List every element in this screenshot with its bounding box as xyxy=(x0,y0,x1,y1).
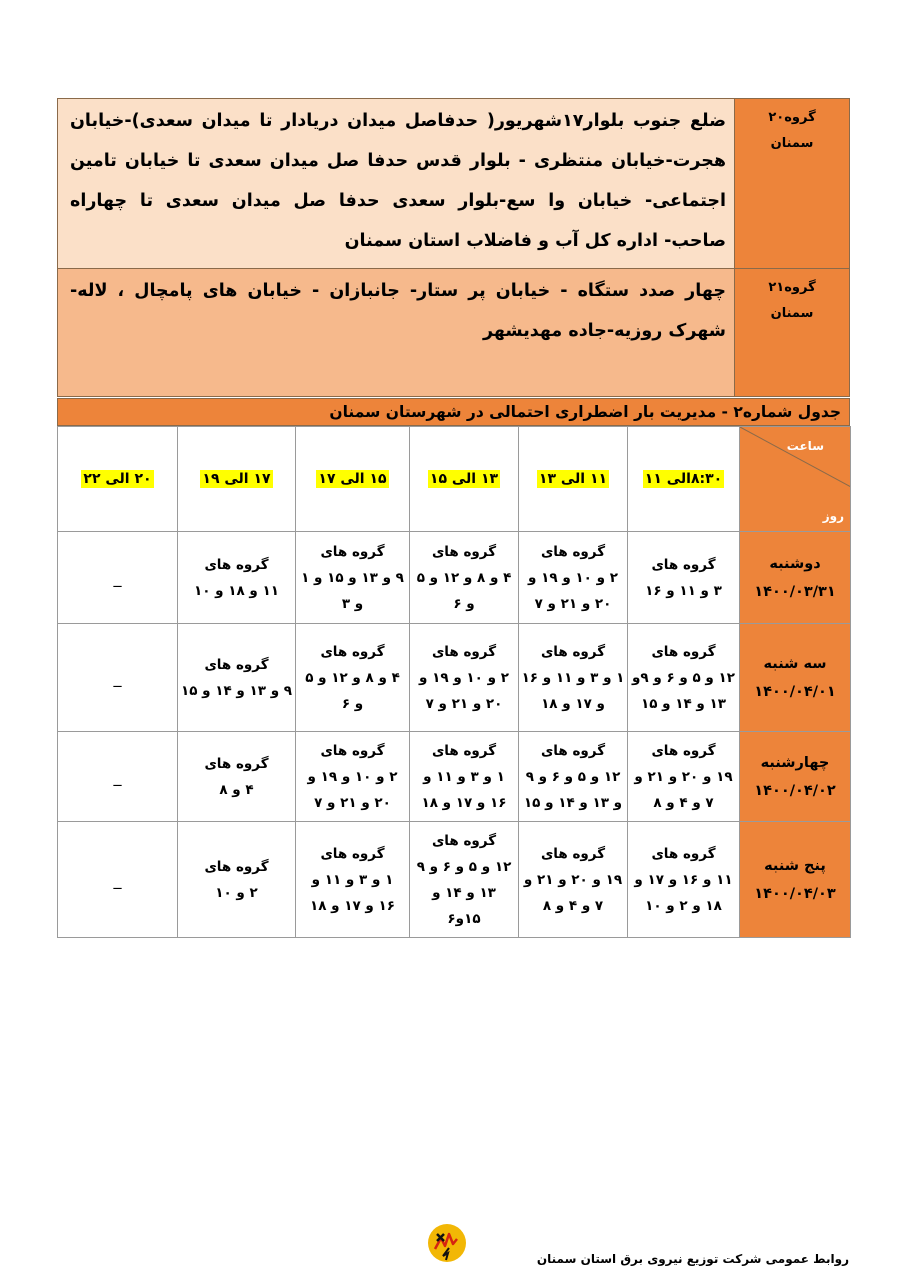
time-slot-label: ۸:۳۰الی ۱۱ xyxy=(644,471,723,487)
table-row xyxy=(58,532,851,624)
time-slot-label: ۱۳ الی ۱۵ xyxy=(429,471,499,487)
schedule-cell: گروه های ۱ و ۳ و ۱۱ و ۱۶ و ۱۷ و ۱۸ xyxy=(296,822,410,938)
schedule-cell: گروه های ۳ و ۱۱ و ۱۶ xyxy=(628,532,740,624)
schedule-cell: گروه های ۱۱ و ۱۶ و ۱۷ و ۱۸ و ۲ و ۱۰ xyxy=(628,822,740,938)
table-row xyxy=(58,822,851,938)
header-row xyxy=(58,427,851,532)
day-cell: چهارشنبه ۱۴۰۰/۰۴/۰۲ xyxy=(740,732,851,822)
schedule-cell: _ xyxy=(58,532,178,624)
day-cell: پنج شنبه ۱۴۰۰/۰۴/۰۳ xyxy=(740,822,851,938)
time-slot-header xyxy=(410,427,519,532)
time-slot-label: ۱۵ الی ۱۷ xyxy=(318,471,387,487)
group-areas: ضلع جنوب بلوار۱۷شهریور( حدفاصل میدان دریادار تا میدان سعدی)-خیابان هجرت-خیابان منتظری - بلوار قدس حدفا صل میدان سعدی تا خیابان تامین اجتماعی- خیابان وا سع-بلوار سعدی حدفا صل میدان سعدی تا چهاراه صاحب- اداره کل آب و فاضلاب استان سمنان xyxy=(58,99,735,269)
time-slot-header xyxy=(296,427,410,532)
footer-credit: روابط عمومی شرکت توزیع نیروی برق استان سمنان xyxy=(536,1252,849,1266)
time-slot-header xyxy=(178,427,296,532)
schedule-cell: گروه های ۲ و ۱۰ و ۱۹ و ۲۰ و ۲۱ و ۷ xyxy=(296,732,410,822)
schedule-cell: گروه های ۱ و ۳ و ۱۱ و ۱۶ و ۱۷ و ۱۸ xyxy=(410,732,519,822)
time-slot-label: ۲۰ الی ۲۲ xyxy=(83,471,152,487)
schedule-cell: گروه های ۲ و ۱۰ و ۱۹ و ۲۰ و ۲۱ و ۷ xyxy=(410,624,519,732)
schedule-cell: _ xyxy=(58,822,178,938)
schedule-cell: گروه های ۴ و ۸ و ۱۲ و ۵ و ۶ xyxy=(410,532,519,624)
group-name: گروه۲۱ سمنان xyxy=(735,269,850,397)
group-name: گروه۲۰ سمنان xyxy=(735,99,850,269)
time-slot-header xyxy=(519,427,628,532)
schedule-cell: گروه های ۹ و ۱۳ و ۱۴ و ۱۵ xyxy=(178,624,296,732)
group-row xyxy=(58,99,850,269)
schedule-cell: گروه های ۴ و ۸ و ۱۲ و ۵ و ۶ xyxy=(296,624,410,732)
group-areas-table xyxy=(57,98,850,397)
schedule-cell: گروه های ۱۹ و ۲۰ و ۲۱ و ۷ و ۴ و ۸ xyxy=(519,822,628,938)
schedule-cell: گروه های ۱۲ و ۵ و ۶ و ۹و ۱۳ و ۱۴ و ۱۵ xyxy=(628,624,740,732)
time-slot-header xyxy=(628,427,740,532)
schedule-cell: گروه های ۲ و ۱۰ و ۱۹ و ۲۰ و ۲۱ و ۷ xyxy=(519,532,628,624)
day-cell: سه شنبه ۱۴۰۰/۰۴/۰۱ xyxy=(740,624,851,732)
group-row xyxy=(58,269,850,397)
schedule-cell: گروه های ۲ و ۱۰ xyxy=(178,822,296,938)
group-areas: چهار صدد ستگاه - خیابان پر ستار- جانبازان - خیابان های پامچال ، لاله- شهرک روزیه-جاده مهدیشهر xyxy=(58,269,735,397)
time-slot-label: ۱۷ الی ۱۹ xyxy=(202,471,271,487)
day-label: روز xyxy=(822,509,844,523)
time-slot-label: ۱۱ الی ۱۳ xyxy=(538,471,608,487)
hour-label: ساعت xyxy=(786,439,824,453)
schedule-cell: گروه های ۱ و ۳ و ۱۱ و ۱۶ و ۱۷ و ۱۸ xyxy=(519,624,628,732)
schedule-cell: گروه های ۱۱ و ۱۸ و ۱۰ xyxy=(178,532,296,624)
corner-header xyxy=(740,427,851,532)
time-slot-header xyxy=(58,427,178,532)
day-cell: دوشنبه ۱۴۰۰/۰۳/۳۱ xyxy=(740,532,851,624)
schedule-cell: گروه های ۴ و ۸ xyxy=(178,732,296,822)
schedule-cell: گروه های ۹ و ۱۳ و ۱۵ و ۱ و ۳ xyxy=(296,532,410,624)
schedule-cell: گروه های ۱۲ و ۵ و ۶ و ۹ ۱۳ و ۱۴ و ۱۵و۶ xyxy=(410,822,519,938)
schedule-cell: گروه های ۱۹ و ۲۰ و ۲۱ و ۷ و ۴ و ۸ xyxy=(628,732,740,822)
schedule-cell: گروه های ۱۲ و ۵ و ۶ و ۹ و ۱۳ و ۱۴ و ۱۵ xyxy=(519,732,628,822)
schedule-cell: _ xyxy=(58,624,178,732)
schedule-title: جدول شماره۲ - مدیریت بار اضطراری احتمالی در شهرستان سمنان xyxy=(57,398,850,426)
table-row xyxy=(58,624,851,732)
schedule-cell: _ xyxy=(58,732,178,822)
table-row xyxy=(58,732,851,822)
power-utility-logo-icon xyxy=(426,1222,468,1264)
outage-schedule-table xyxy=(57,426,851,938)
